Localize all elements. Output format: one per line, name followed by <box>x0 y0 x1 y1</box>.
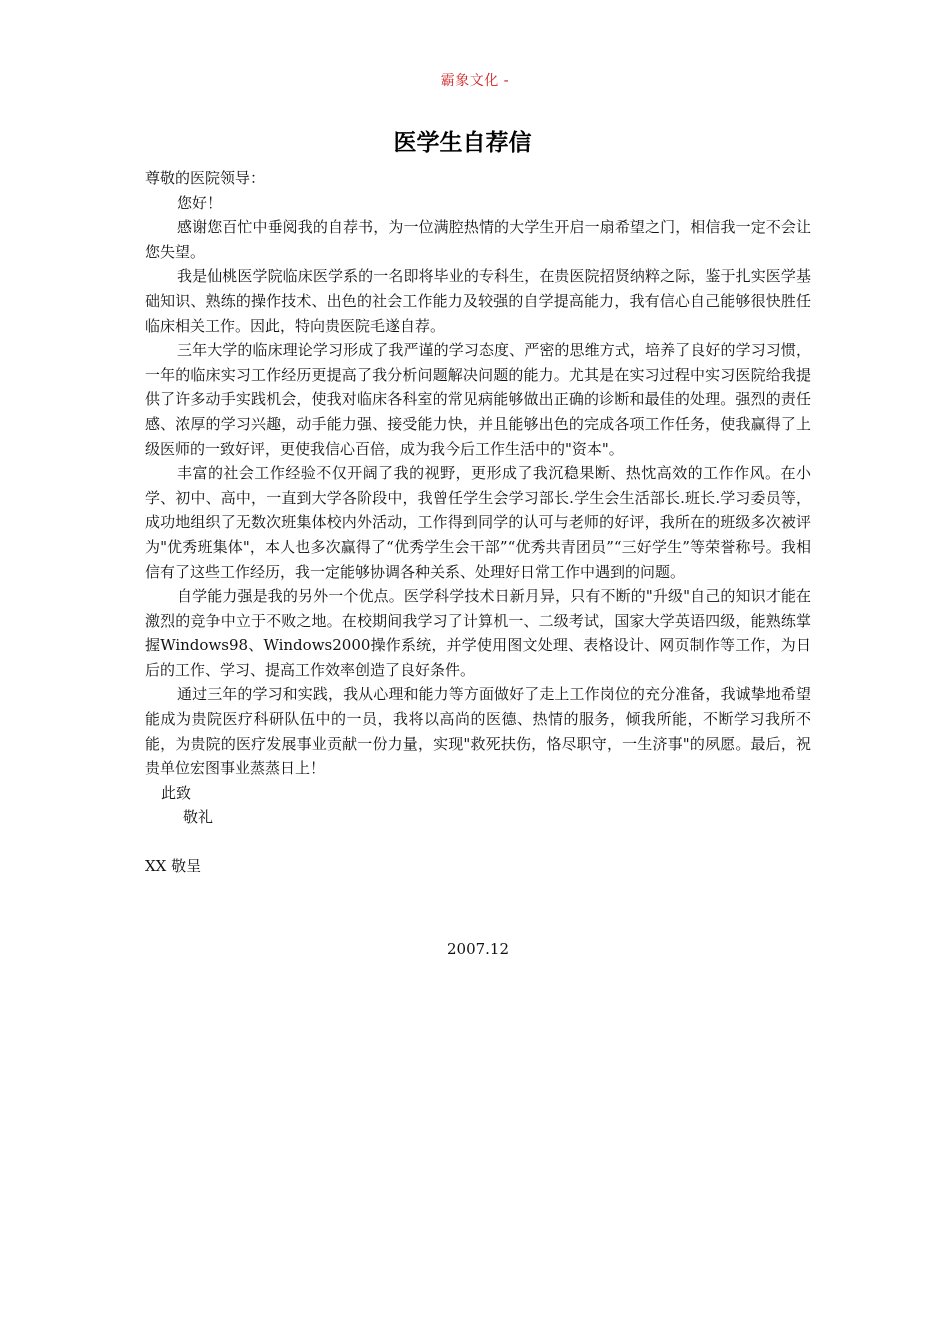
closing-cizhi: 此致 <box>161 783 192 802</box>
paragraph-5: 自学能力强是我的另外一个优点。医学科学技术日新月异，只有不断的"升级"自己的知识才能在激烈的竞争中立于不败之地。在校期间我学习了计算机一、二级考试，国家大学英语四级，能熟练掌握Windows98、Windows2000操作系统，并学使用图文处理、表格设计、网页制作等工作，为日后的工作、学习、提高工作效率创造了良好条件。 <box>145 587 811 679</box>
paragraph-4: 丰富的社会工作经验不仅开阔了我的视野，更形成了我沉稳果断、热忱高效的工作作风。在小学、初中、高中，一直到大学各阶段中，我曾任学生会学习部长.学生会生活部长.班长.学习委员等，成功地组织了无数次班集体校内外活动，工作得到同学的认可与老师的好评，我所在的班级多次被评为"优秀班集体"，本人也多次赢得了“优秀学生会干部”“优秀共青团员”“三好学生”等荣誉称号。我相信有了这些工作经历，我一定能够协调各种关系、处理好日常工作中遇到的问题。 <box>145 464 811 581</box>
paragraph-6: 通过三年的学习和实践，我从心理和能力等方面做好了走上工作岗位的充分准备，我诚挚地希望能成为贵院医疗科研队伍中的一员，我将以高尚的医德、热情的服务，倾我所能，不断学习我所不能，为贵院的医疗发展事业贡献一份力量，实现"救死扶伤，恪尽职守，一生济事"的夙愿。最后，祝贵单位宏图事业蒸蒸日上！ <box>145 685 811 778</box>
letter-body <box>145 166 811 879</box>
document-title: 医学生自荐信 <box>393 130 532 156</box>
paragraph-3: 三年大学的临床理论学习形成了我严谨的学习态度、严密的思维方式，培养了良好的学习习惯，一年的临床实习工作经历更提高了我分析问题解决问题的能力。尤其是在实习过程中实习医院给我提供了许多动手实践机会，使我对临床各科室的常见病能够做出正确的诊断和最佳的处理。强烈的责任感、浓厚的学习兴趣，动手能力强、接受能力快，并且能够出色的完成各项工作任务，使我赢得了上级医师的一致好评，更使我信心百倍，成为我今后工作生活中的"资本"。 <box>145 341 811 458</box>
letter-date: 2007.12 <box>446 940 510 958</box>
greeting: 您好！ <box>177 193 223 212</box>
closing-jingli: 敬礼 <box>183 808 214 827</box>
salutation: 尊敬的医院领导： <box>145 169 266 187</box>
paragraph-1: 感谢您百忙中垂阅我的自荐书，为一位满腔热情的大学生开启一扇希望之门，相信我一定不会让您失望。 <box>145 218 811 261</box>
paragraph-2: 我是仙桃医学院临床医学系的一名即将毕业的专科生，在贵医院招贤纳粹之际，鉴于扎实医学基础知识、熟练的操作技术、出色的社会工作能力及较强的自学提高能力，我有信心自己能够很快胜任临床相关工作。因此，特向贵医院毛遂自荐。 <box>145 267 811 335</box>
header-brand: 霸象文化 - <box>440 73 510 89</box>
signature: XX 敬呈 <box>145 857 202 876</box>
